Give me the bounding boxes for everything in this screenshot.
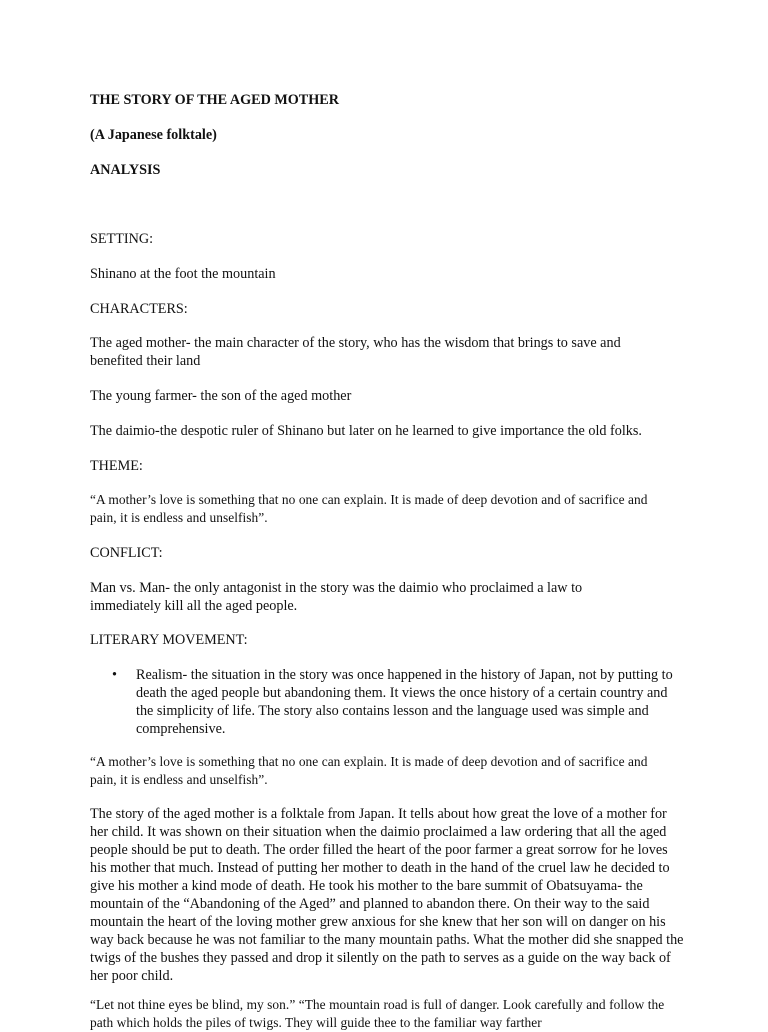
characters-heading: CHARACTERS: bbox=[90, 301, 188, 317]
document-title: THE STORY OF THE AGED MOTHER bbox=[90, 92, 340, 108]
analysis-heading: ANALYSIS bbox=[90, 162, 161, 178]
theme-heading: THEME: bbox=[90, 458, 143, 474]
setting-heading: SETTING: bbox=[90, 231, 154, 247]
theme-quote: “A mother’s love is something that no one can explain. It is made of deep devotion and of sacrifice and pain, it is endless and unselfish”. bbox=[90, 492, 648, 525]
summary-paragraph: The story of the aged mother is a folktale from Japan. It tells about how great the love of a mother for her child. It was shown on their situation when the daimio proclaimed a law ordering that all the aged people should be put to death. The order filled the heart of the poor farmer a great sorrow for he loves his mother that much. Instead of putting her mother to death in the hand of the cruel law he decided to give his mother a kind mode of death. He took his mother to the bare summit of Obatsuyama- the mountain of the “Abandoning of the Aged” and planned to abandon there. On their way to the said mountain the heart of the loving mother grew anxious for she knew that her son will on danger on his way back because he was not familiar to the many mountain paths. What the mother did she snapped the twigs of the bushes they passed and drop it silently on the path to serves as a guide on the way back of her poor child. bbox=[90, 806, 684, 984]
document-subtitle: (A Japanese folktale) bbox=[90, 127, 217, 143]
bullet-icon: • bbox=[112, 667, 117, 683]
conflict-heading: CONFLICT: bbox=[90, 545, 163, 561]
character-daimio: The daimio-the despotic ruler of Shinano but later on he learned to give importance the old folks. bbox=[90, 423, 642, 439]
literary-movement-item: Realism- the situation in the story was once happened in the history of Japan, not by putting to death the aged people but abandoning them. It views the once history of a certain country and the simplicity of life. The story also contains lesson and the language used was simple and comprehensive. bbox=[136, 667, 673, 737]
character-young-farmer: The young farmer- the son of the aged mother bbox=[90, 388, 352, 404]
final-quote: “Let not thine eyes be blind, my son.” “The mountain road is full of danger. Look carefully and follow the path which holds the piles of twigs. They will guide thee to the familiar way farther bbox=[90, 997, 665, 1030]
character-aged-mother: The aged mother- the main character of the story, who has the wisdom that brings to save and benefited their land bbox=[90, 335, 621, 369]
repeat-quote: “A mother’s love is something that no one can explain. It is made of deep devotion and of sacrifice and pain, it is endless and unselfish”. bbox=[90, 754, 648, 787]
setting-text: Shinano at the foot the mountain bbox=[90, 266, 276, 282]
conflict-text: Man vs. Man- the only antagonist in the story was the daimio who proclaimed a law to immediately kill all the aged people. bbox=[90, 580, 583, 614]
literary-movement-heading: LITERARY MOVEMENT: bbox=[90, 632, 248, 648]
